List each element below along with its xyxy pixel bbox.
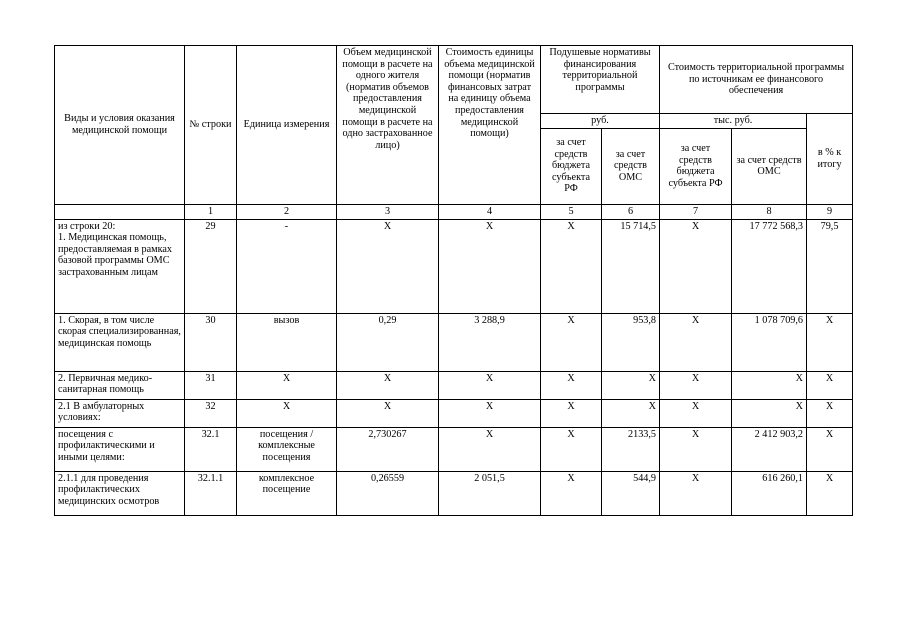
row-tc-budget: Х [660, 427, 732, 471]
row-percent: Х [807, 399, 853, 427]
row-tc-budget: Х [660, 371, 732, 399]
header-unit-thousand-rub: тыс. руб. [660, 114, 807, 129]
row-unit: Х [237, 399, 337, 427]
table-row [55, 219, 853, 313]
column-number-row [55, 204, 853, 219]
row-cost: 2 051,5 [439, 471, 541, 515]
table-row [55, 371, 853, 399]
col-number: 8 [732, 204, 807, 219]
table-row [55, 471, 853, 515]
row-number: 32 [185, 399, 237, 427]
row-percent: 79,5 [807, 219, 853, 313]
row-cost: Х [439, 399, 541, 427]
row-tc-oms: 2 412 903,2 [732, 427, 807, 471]
col-number: 4 [439, 204, 541, 219]
row-name: посещения с профилактическими и иными целями: [55, 427, 185, 471]
row-pc-budget: Х [541, 219, 602, 313]
header-unit: Единица измерения [237, 46, 337, 205]
row-volume: Х [337, 219, 439, 313]
row-unit: Х [237, 371, 337, 399]
header-tc-oms: за счет средств ОМС [732, 128, 807, 204]
row-cost: Х [439, 219, 541, 313]
row-pc-oms: Х [602, 399, 660, 427]
row-name: 2. Первичная медико-санитарная помощь [55, 371, 185, 399]
header-tc-budget: за счет средств бюджета субъекта РФ [660, 128, 732, 204]
col-number: 3 [337, 204, 439, 219]
col-number: 9 [807, 204, 853, 219]
header-pc-oms: за счет средств ОМС [602, 128, 660, 204]
row-name: из строки 20: 1. Медицинская помощь, предоставляемая в рамках базовой программы ОМС застрахованным лицам [55, 219, 185, 313]
row-pc-budget: Х [541, 471, 602, 515]
row-percent: Х [807, 371, 853, 399]
row-cost: Х [439, 427, 541, 471]
row-unit: - [237, 219, 337, 313]
row-number: 32.1.1 [185, 471, 237, 515]
row-number: 31 [185, 371, 237, 399]
row-percent: Х [807, 471, 853, 515]
row-pc-oms: 2133,5 [602, 427, 660, 471]
header-row-no: № строки [185, 46, 237, 205]
table-row [55, 427, 853, 471]
col-number: 2 [237, 204, 337, 219]
col-number: 1 [185, 204, 237, 219]
row-pc-budget: Х [541, 371, 602, 399]
row-tc-oms: 616 260,1 [732, 471, 807, 515]
row-tc-oms: 17 772 568,3 [732, 219, 807, 313]
row-volume: 0,26559 [337, 471, 439, 515]
row-name: 2.1 В амбулаторных условиях: [55, 399, 185, 427]
header-program-cost: Стоимость территориальной программы по источникам ее финансового обеспечения [660, 46, 853, 114]
col-number-label-cell [55, 204, 185, 219]
row-number: 30 [185, 313, 237, 371]
row-tc-oms: Х [732, 399, 807, 427]
row-tc-budget: Х [660, 219, 732, 313]
row-pc-oms: 953,8 [602, 313, 660, 371]
header-unit-rub: руб. [541, 114, 660, 129]
row-tc-budget: Х [660, 471, 732, 515]
row-cost: Х [439, 371, 541, 399]
table-body [55, 219, 853, 515]
row-volume: Х [337, 371, 439, 399]
row-pc-budget: Х [541, 313, 602, 371]
row-percent: Х [807, 427, 853, 471]
col-number: 6 [602, 204, 660, 219]
table-row [55, 399, 853, 427]
row-pc-oms: Х [602, 371, 660, 399]
row-pc-oms: 544,9 [602, 471, 660, 515]
row-percent: Х [807, 313, 853, 371]
row-tc-budget: Х [660, 313, 732, 371]
row-unit: посещения / комплексные посещения [237, 427, 337, 471]
row-name: 1. Скорая, в том числе скорая специализированная, медицинская помощь [55, 313, 185, 371]
row-pc-budget: Х [541, 427, 602, 471]
row-number: 32.1 [185, 427, 237, 471]
row-tc-oms: 1 078 709,6 [732, 313, 807, 371]
row-tc-budget: Х [660, 399, 732, 427]
financing-table [54, 45, 853, 516]
row-volume: Х [337, 399, 439, 427]
row-cost: 3 288,9 [439, 313, 541, 371]
col-number: 5 [541, 204, 602, 219]
header-per-capita: Подушевые нормативы финансирования территориальной программы [541, 46, 660, 114]
row-pc-oms: 15 714,5 [602, 219, 660, 313]
header-percent: в % к итогу [807, 114, 853, 205]
row-volume: 0,29 [337, 313, 439, 371]
row-volume: 2,730267 [337, 427, 439, 471]
header-volume: Объем медицинской помощи в расчете на одного жителя (норматив объемов предоставления медицинской помощи в расчете на одно застрахованное лицо) [337, 46, 439, 205]
row-name: 2.1.1 для проведения профилактических медицинских осмотров [55, 471, 185, 515]
row-unit: вызов [237, 313, 337, 371]
header-cost: Стоимость единицы объема медицинской помощи (норматив финансовых затрат на единицу объема предоставления медицинской помощи) [439, 46, 541, 205]
row-pc-budget: Х [541, 399, 602, 427]
row-tc-oms: Х [732, 371, 807, 399]
header-type: Виды и условия оказания медицинской помощи [55, 46, 185, 205]
row-unit: комплексное посещение [237, 471, 337, 515]
row-number: 29 [185, 219, 237, 313]
header-pc-budget: за счет средств бюджета субъекта РФ [541, 128, 602, 204]
col-number: 7 [660, 204, 732, 219]
table-row [55, 313, 853, 371]
